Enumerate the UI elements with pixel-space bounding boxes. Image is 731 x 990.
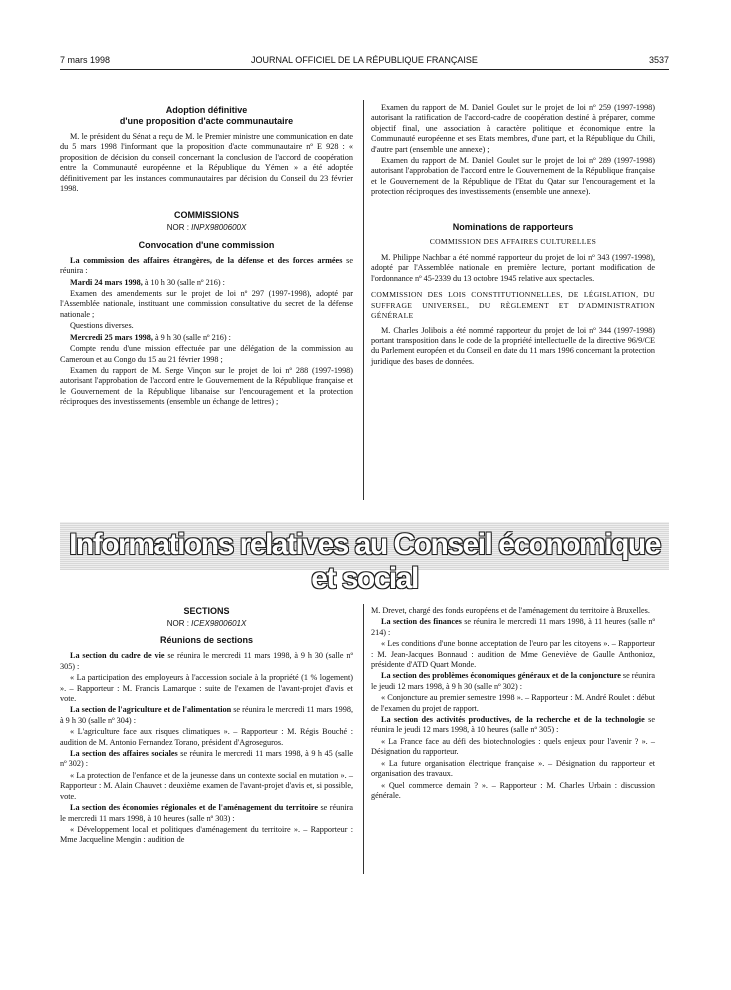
adoption-text: M. le président du Sénat a reçu de M. le Premier ministre une communication en date du 5 mars 1998 l'informant que la proposition d'acte communautaire nº E 928 : « proposition de décision du conseil concernant la conclusion de l'accord de coopération entre la Communauté européenne et la République du Yémen » a été adoptée définitivement par les instances communautaires par décision du Conseil du 23 février 1998. [60,132,353,194]
date-1: Mardi 24 mars 1998, à 10 h 30 (salle nº 216) : [70,277,225,287]
nomination-text: M. Charles Jolibois a été nommé rapporteur du projet de loi nº 344 (1997-1998) portant transposition dans le code de la propriété intellectuelle de la directive 96/9/CE du Parlement européen et du Conseil en date du 11 mars 1996 concernant la protection juridique des bases de données. [371,325,655,366]
agenda-item: Examen du rapport de M. Daniel Goulet sur le projet de loi nº 259 (1997-1998) autorisant la ratification de l'accord-cadre de coopération destiné à préparer, comme objectif final, une association à caractère politique et économique entre la Communauté européenne et ses Etats membres, d'une part, et la République du Chili, d'autre part (ensemble une annexe) ; [371,103,655,154]
commission-name: COMMISSION DES AFFAIRES CULTURELLES [429,236,597,246]
agenda-item: Questions diverses. [70,321,134,331]
agenda-item: Examen du rapport de M. Serge Vinçon sur le projet de loi nº 288 (1997-1998) autorisant l'approbation de l'accord entre le Gouvernement de la République française et le Gouvernement de la République libanaise sur l'encouragement et la protection réciproques des investissements (ensemble un échange de lettres) ; [60,365,353,407]
commissions-title: COMMISSIONS [173,210,239,221]
header-rule [60,69,669,70]
section-heading: La section des finances se réunira le mercredi 11 mars 1998, à 11 heures (salle nº 214) : [371,617,655,637]
agenda-item: Compte rendu d'une mission effectuée par une délégation de la commission au Cameroun et au Congo du 15 au 21 février 1998 ; [60,344,353,364]
adoption-subtitle: d'une proposition d'acte communautaire [119,116,294,126]
section-text: « Les conditions d'une bonne acceptation de l'euro par les citoyens ». – Rapporteur : M. Jean-Jacques Bonnaud : audition de Mme Geneviève de Gaulle Anthonioz, présidente d'ATD Quart Monde. [371,639,655,670]
top-left-column [60,105,353,409]
section-text: « L'agriculture face aux risques climatiques ». – Rapporteur : M. Régis Bouché : audition de M. Antonio Fernandez Torano, président d'Agroseguros. [60,727,353,747]
section-text: « La France face au défi des biotechnologies : quels enjeux pour l'avenir ? ». – Désignation du rapporteur. [371,736,655,757]
header-journal-title: JOURNAL OFFICIEL DE LA RÉPUBLIQUE FRANÇAISE [251,55,478,65]
bottom-right-column [371,606,655,802]
nominations-title: Nominations de rapporteurs [452,221,574,232]
section-heading: La section des activités productives, de la recherche et de la technologie se réunira le jeudi 12 mars 1998, à 10 heures (salle nº 305) : [371,715,655,735]
column-divider [363,100,364,500]
nomination-text: M. Philippe Nachbar a été nommé rapporteur du projet de loi nº 343 (1997-1998), adopté par l'Assemblée nationale en première lecture, portant modification de l'ordonnance nº 45-2339 du 13 octobre 1945 relative aux spectacles. [371,253,655,283]
column-divider [363,604,364,874]
section-text: « Conjoncture au premier semestre 1998 ». – Rapporteur : M. André Roulet : début de l'examen du projet de rapport. [371,693,655,713]
section-heading: La section des affaires sociales se réunira le mercredi 11 mars 1998, à 9 h 45 (salle nº 302) : [60,749,353,769]
section-heading: La section des économies régionales et de l'aménagement du territoire se réunira le mercredi 11 mars 1998, à 10 heures (salle nº 303) : [60,803,353,823]
reunions-title: Réunions de sections [159,635,254,646]
section-text: « La future organisation électrique française ». – Désignation du rapporteur et organisation des travaux. [371,758,655,779]
page-header [60,55,669,69]
convocation-title: Convocation d'une commission [138,239,275,250]
section-heading: La section du cadre de vie se réunira le mercredi 11 mars 1998, à 9 h 30 (salle nº 305) : [60,651,353,671]
date-2: Mercredi 25 mars 1998, à 9 h 30 (salle nº 216) : [70,332,231,342]
sections-title: SECTIONS [183,606,230,616]
section-text: « Quel commerce demain ? ». – Rapporteur : M. Charles Urbain : discussion générale. [371,780,655,800]
commissions-nor: NOR : INPX9800600X [166,223,247,233]
commission-name: COMMISSION DES LOIS CONSTITUTIONNELLES, DE LÉGISLATION, DU SUFFRAGE UNIVERSEL, DU RÈGLEMENT ET D'ADMINISTRATION GÉNÉRALE [371,290,655,321]
section-banner [60,522,669,595]
agenda-item: Examen du rapport de M. Daniel Goulet sur le projet de loi nº 289 (1997-1998) autorisant l'approbation de l'accord entre le Gouvernement de la République française et le Gouvernement de la République de l'Etat du Qatar sur l'encouragement et la protection réciproques des investissements (ensemble une annexe). [371,156,655,197]
sections-nor: NOR : ICEX9800601X [166,619,247,628]
commission-intro: La commission des affaires étrangères, de la défense et des forces armées se réunira : [60,255,353,276]
top-right-column [371,103,655,368]
section-heading: La section des problèmes économiques généraux et de la conjoncture se réunira le jeudi 12 mars 1998, à 9 h 30 (salle nº 302) : [371,671,655,691]
section-heading: La section de l'agriculture et de l'alimentation se réunira le mercredi 11 mars 1998, à 9 h 30 (salle nº 304) : [60,705,353,725]
section-text: M. Drevet, chargé des fonds européens et de l'aménagement du territoire à Bruxelles. [371,606,650,615]
agenda-item: Examen des amendements sur le projet de loi nº 297 (1997-1998), adopté par l'Assemblée nationale, instituant une commission consultative du secret de la défense nationale ; [60,289,353,319]
banner-title: Informations relatives au Conseil économique et social [69,528,660,595]
section-text: « La participation des employeurs à l'accession sociale à la propriété (1 % logement) ». – Rapporteur : M. Francis Lamarque : suite de l'examen de l'avant-projet d'avis et vote. [60,673,353,704]
header-date: 7 mars 1998 [60,55,111,65]
adoption-title: Adoption définitive [165,105,248,115]
header-page-number: 3537 [648,55,669,65]
section-text: « La protection de l'enfance et de la jeunesse dans un contexte social en mutation ». – Rapporteur : M. Alain Chauvet : deuxième examen de l'avant-projet d'avis et, si possible, vote. [60,770,353,801]
section-text: « Développement local et politiques d'aménagement du territoire ». – Rapporteur : Mme Jacqueline Mengin : audition de [60,824,353,845]
bottom-left-column [60,606,353,847]
